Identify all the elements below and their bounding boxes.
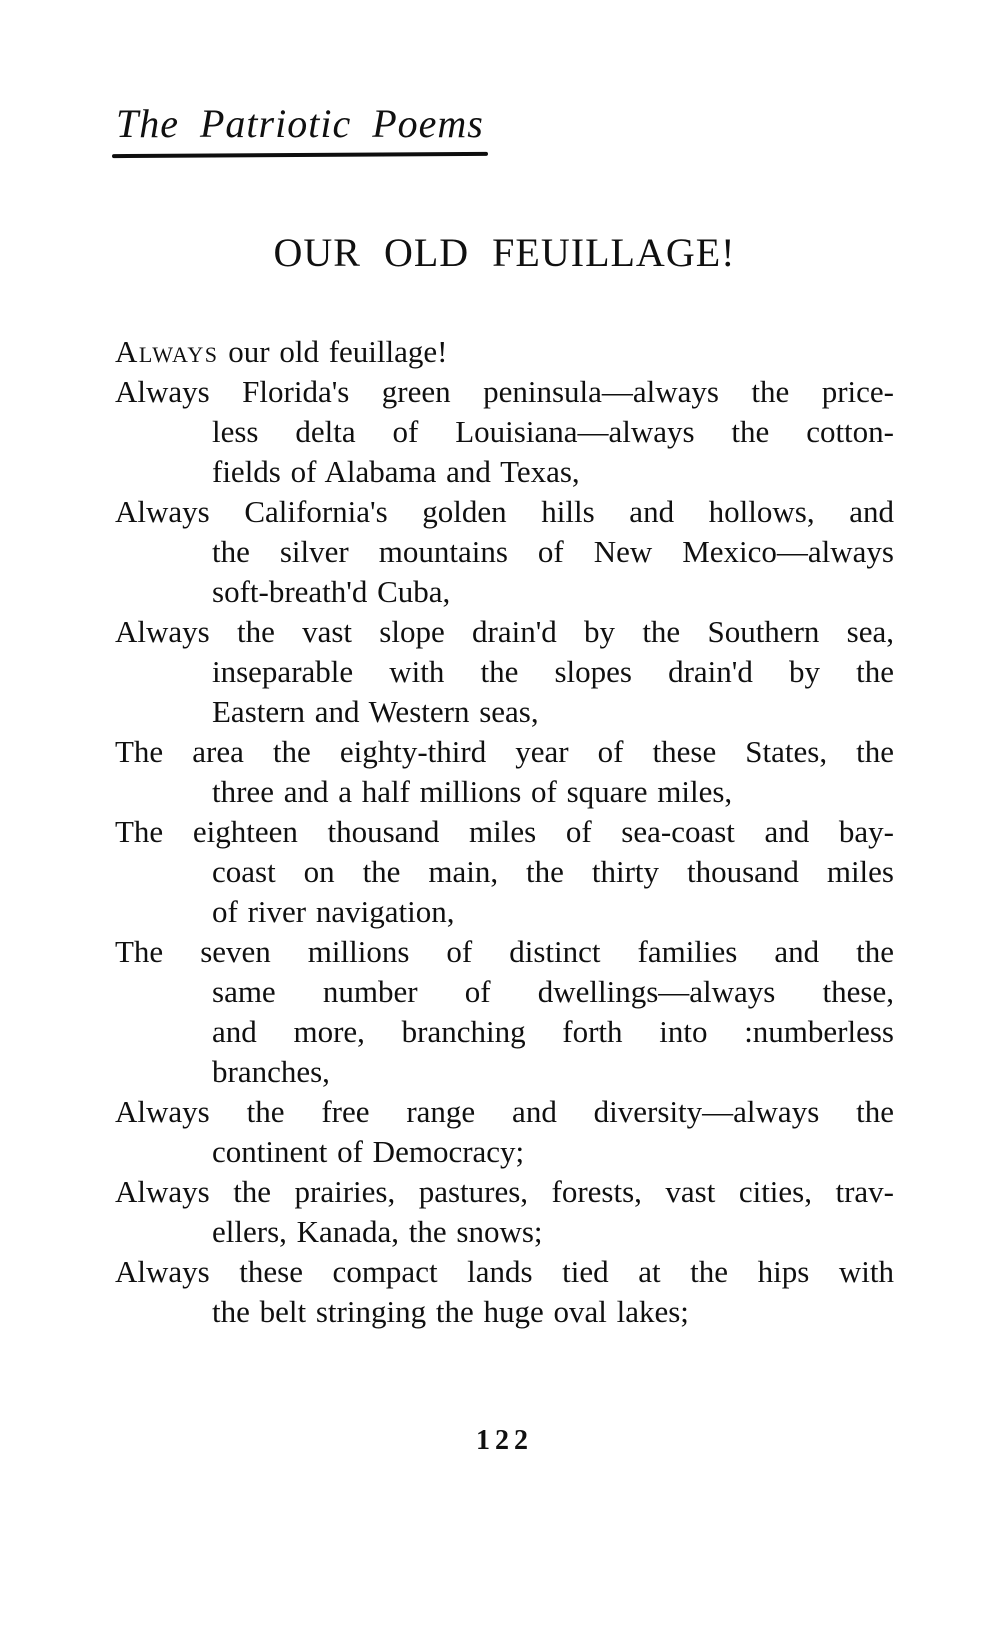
poem-line-text: our old feuillage!	[218, 334, 448, 369]
poem-line: ellers, Kanada, the snows;	[212, 1214, 543, 1249]
poem-line: the belt stringing the huge oval lakes;	[212, 1294, 689, 1329]
poem-line: Eastern and Western seas,	[212, 694, 539, 729]
poem-line: continent of Democracy;	[212, 1134, 525, 1169]
poem-line: branches,	[212, 1054, 330, 1089]
poem-line: The eighteen thousand miles of sea-coast and bay-	[115, 814, 894, 849]
poem-line: the silver mountains of New Mexico—always	[212, 534, 894, 569]
poem-line: inseparable with the slopes drain'd by the	[212, 654, 894, 689]
poem-line: Always these compact lands tied at the hips with	[115, 1254, 894, 1289]
poem-line: The seven millions of distinct families and the	[115, 934, 894, 969]
poem-line: Always California's golden hills and hollows, and	[115, 494, 894, 529]
poem-line: and more, branching forth into :numberless	[212, 1014, 894, 1049]
running-header: The Patriotic Poems	[116, 101, 484, 146]
poem-line: coast on the main, the thirty thousand miles	[212, 854, 894, 889]
poem-line: soft-breath'd Cuba,	[212, 574, 451, 609]
poem-body	[115, 332, 894, 1332]
poem-line	[115, 332, 894, 372]
poem-line: The area the eighty-third year of these States, the	[115, 734, 894, 769]
poem-line: Always the vast slope drain'd by the Southern sea,	[115, 614, 894, 649]
poem-line: Always Florida's green peninsula—always the price-	[115, 374, 894, 409]
poem-line-lead-word: Always	[115, 334, 219, 369]
page-number: 122	[476, 1425, 533, 1456]
poem-line: fields of Alabama and Texas,	[212, 454, 580, 489]
poem-line: of river navigation,	[212, 894, 455, 929]
poem-line: Always the prairies, pastures, forests, vast cities, trav-	[115, 1174, 894, 1209]
header-rule	[112, 152, 488, 158]
poem-line: less delta of Louisiana—always the cotton-	[212, 414, 894, 449]
poem-line: Always the free range and diversity—always the	[115, 1094, 894, 1129]
poem-line: same number of dwellings—always these,	[212, 974, 894, 1009]
poem-line: three and a half millions of square miles,	[212, 774, 733, 809]
poem-title: OUR OLD FEUILLAGE!	[273, 230, 736, 275]
